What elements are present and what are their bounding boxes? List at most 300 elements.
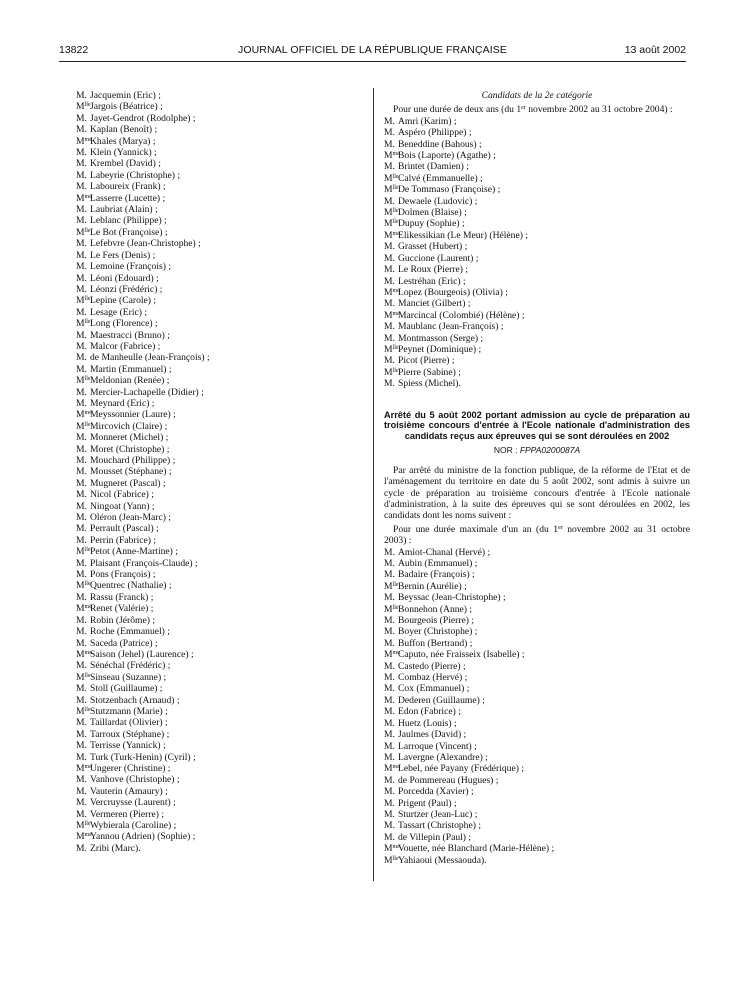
candidate-name: Laubriat (Alain) ; <box>90 204 158 216</box>
candidate-name: De Tommaso (Françoise) ; <box>398 184 501 196</box>
candidate-name: Saceda (Patrice) ; <box>90 637 158 649</box>
candidate-name: de Villepin (Paul) ; <box>398 831 472 843</box>
list-item <box>76 238 366 249</box>
civility: M. <box>76 842 87 854</box>
civility: $M^{me}$ <box>384 150 400 162</box>
civility: M. <box>76 774 87 786</box>
candidate-name: Stoll (Guillaume) ; <box>90 683 163 695</box>
candidate-name: Mircovich (Claire) ; <box>90 420 168 432</box>
civility: M. <box>76 797 87 809</box>
civility: M. <box>76 785 87 797</box>
list-item <box>384 581 690 592</box>
civility: M. <box>384 298 395 310</box>
candidate-name: Le Fers (Denis) ; <box>90 249 156 261</box>
list-item <box>76 90 366 101</box>
candidate-name: Mousset (Stéphane) ; <box>90 466 172 478</box>
civility: M. <box>384 546 395 558</box>
list-item <box>76 295 366 306</box>
list-item <box>384 718 690 729</box>
civility: M. <box>76 169 87 181</box>
civility: M. <box>76 272 87 284</box>
list-item <box>76 638 366 649</box>
civility: $M^{lle}$ <box>76 671 91 683</box>
list-item <box>76 523 366 534</box>
list-item <box>384 310 690 321</box>
list-item <box>76 763 366 774</box>
page-header <box>59 44 686 60</box>
civility: M. <box>384 706 395 718</box>
civility: M. <box>76 500 87 512</box>
list-item <box>76 695 366 706</box>
civility: M. <box>384 195 395 207</box>
candidate-name: Léoni (Edouard) ; <box>90 272 159 284</box>
candidate-name: Lefebvre (Jean-Christophe) ; <box>90 238 201 250</box>
candidate-name: Pons (François) ; <box>90 569 156 581</box>
list-item <box>76 261 366 272</box>
list-item <box>76 387 366 398</box>
candidate-name: Dupuy (Sophie) ; <box>398 218 465 230</box>
list-item <box>76 273 366 284</box>
duration-paragraph: Pour une durée de deux ans (du 1er novembre 2002 au 31 octobre 2004) : <box>393 104 673 116</box>
list-item <box>76 786 366 797</box>
civility: M. <box>76 386 87 398</box>
candidate-name: Kaplan (Benoît) ; <box>90 124 158 136</box>
candidate-name: Moret (Christophe) ; <box>90 443 170 455</box>
candidate-name: Cox (Emmanuel) ; <box>398 683 470 695</box>
candidate-name: Labeyrie (Christophe) ; <box>90 169 181 181</box>
list-item <box>76 136 366 147</box>
list-item <box>384 798 690 809</box>
candidate-name: Manciet (Gilbert) ; <box>398 298 471 310</box>
candidate-name: Robin (Jérôme) ; <box>90 614 156 626</box>
candidate-name: Beneddine (Bahous) ; <box>398 138 482 150</box>
civility: M. <box>76 363 87 375</box>
candidate-name: Martin (Emmanuel) ; <box>90 363 172 375</box>
candidate-name: Meldonian (Renée) ; <box>90 375 170 387</box>
civility: M. <box>76 283 87 295</box>
list-item <box>76 375 366 386</box>
civility: M. <box>76 591 87 603</box>
civility: M. <box>76 215 87 227</box>
civility: M. <box>76 614 87 626</box>
civility: M. <box>76 329 87 341</box>
civility: $M^{me}$ <box>76 831 92 843</box>
list-item <box>76 740 366 751</box>
civility: M. <box>76 717 87 729</box>
civility: M. <box>384 569 395 581</box>
candidate-name: Meyssonnier (Laure) ; <box>90 409 176 421</box>
list-item <box>76 820 366 831</box>
civility: M. <box>384 615 395 627</box>
candidate-name: Porcedda (Xavier) ; <box>398 786 474 798</box>
list-item <box>76 546 366 557</box>
list-item <box>384 855 690 866</box>
civility: $M^{lle}$ <box>384 184 399 196</box>
list-item <box>76 307 366 318</box>
civility: M. <box>384 808 395 820</box>
list-item <box>384 741 690 752</box>
civility: M. <box>384 378 395 390</box>
civility: $M^{lle}$ <box>384 366 399 378</box>
candidate-name: Long (Florence) ; <box>90 318 158 330</box>
category-title: Candidats de la 2e catégorie <box>481 90 593 101</box>
civility: $M^{me}$ <box>76 762 92 774</box>
list-item <box>384 649 690 660</box>
candidate-name: Calvé (Emmanuelle) ; <box>398 172 483 184</box>
civility: M. <box>76 158 87 170</box>
candidate-name: Larroque (Vincent) ; <box>398 740 477 752</box>
candidate-name: Vanhove (Christophe) ; <box>90 774 180 786</box>
civility: M. <box>384 275 395 287</box>
list-item <box>76 558 366 569</box>
civility: M. <box>76 728 87 740</box>
list-item <box>384 173 690 184</box>
civility: M. <box>76 466 87 478</box>
civility: M. <box>384 660 395 672</box>
candidate-name: de Pommereau (Hugues) ; <box>398 774 499 786</box>
list-item <box>76 489 366 500</box>
candidate-name: Lasserre (Lucette) ; <box>90 192 166 204</box>
candidate-name: Elikessikian (Le Meur) (Hélène) ; <box>398 229 528 241</box>
candidate-name: Pierre (Sabine) ; <box>398 366 461 378</box>
candidate-name: Klein (Yannick) ; <box>90 147 157 159</box>
candidate-name: Lestréhan (Eric) ; <box>398 275 466 287</box>
list-item <box>76 215 366 226</box>
candidate-name: Stutzmann (Marie) ; <box>90 705 168 717</box>
civility: M. <box>76 534 87 546</box>
civility: M. <box>384 797 395 809</box>
list-item <box>76 592 366 603</box>
candidate-name: Sturtzer (Jean-Luc) ; <box>398 808 478 820</box>
list-item <box>384 832 690 843</box>
civility: M. <box>76 181 87 193</box>
candidate-name: Plaisant (François-Claude) ; <box>90 557 198 569</box>
candidate-name: Yahiaoui (Messaouda). <box>398 854 487 866</box>
civility: M. <box>384 751 395 763</box>
civility: $M^{me}$ <box>384 229 400 241</box>
list-item <box>76 603 366 614</box>
civility: M. <box>76 443 87 455</box>
civility: M. <box>76 660 87 672</box>
candidate-name: Terrisse (Yannick) ; <box>90 740 166 752</box>
civility: M. <box>384 683 395 695</box>
candidate-name: Castedo (Pierre) ; <box>398 660 466 672</box>
column-divider <box>373 88 374 881</box>
candidate-name: Monneret (Michel) ; <box>90 432 169 444</box>
header-rule <box>59 61 686 62</box>
candidate-name: Edon (Fabrice) ; <box>398 706 461 718</box>
candidate-name: Sénéchal (Frédéric) ; <box>90 660 171 672</box>
civility: $M^{lle}$ <box>76 318 91 330</box>
list-item <box>76 250 366 261</box>
civility: $M^{lle}$ <box>76 580 91 592</box>
list-item <box>76 341 366 352</box>
candidate-name: Quentrec (Nathalie) ; <box>90 580 172 592</box>
list-item <box>384 218 690 229</box>
candidate-name: Mugneret (Pascal) ; <box>90 477 166 489</box>
candidate-list-third-concours <box>384 547 690 866</box>
list-item <box>384 276 690 287</box>
list-item <box>384 127 690 138</box>
candidate-name: Vercruysse (Laurent) ; <box>90 797 176 809</box>
candidate-name: Oléron (Jean-Marc) ; <box>90 512 171 524</box>
civility: M. <box>384 321 395 333</box>
candidate-name: Bois (Laporte) (Agathe) ; <box>398 150 496 162</box>
candidate-name: Yannou (Adrien) (Sophie) ; <box>90 831 196 843</box>
candidate-name: Lopez (Bourgeois) (Olivia) ; <box>398 286 508 298</box>
candidate-name: Grasset (Hubert) ; <box>398 241 468 253</box>
civility: $M^{me}$ <box>384 843 400 855</box>
candidate-name: Tarroux (Stéphane) ; <box>90 728 170 740</box>
left-column <box>76 90 366 854</box>
list-item <box>384 150 690 161</box>
candidate-name: Roche (Emmanuel) ; <box>90 626 170 638</box>
list-item <box>76 330 366 341</box>
list-item <box>384 558 690 569</box>
civility: $M^{me}$ <box>76 648 92 660</box>
candidate-name: Vauterin (Amaury) ; <box>90 785 168 797</box>
candidate-name: Dolmen (Blaise) ; <box>398 207 467 219</box>
candidate-name: Jaulmes (David) ; <box>398 729 467 741</box>
list-item <box>76 843 366 854</box>
candidate-name: Bourgeois (Pierre) ; <box>398 615 475 627</box>
candidate-name: Meynard (Eric) ; <box>90 397 155 409</box>
civility: M. <box>76 249 87 261</box>
civility: M. <box>76 306 87 318</box>
candidate-name: Bonnehon (Anne) ; <box>398 603 473 615</box>
journal-title: JOURNAL OFFICIEL DE LA RÉPUBLIQUE FRANÇAISE <box>238 44 507 56</box>
list-item <box>384 116 690 127</box>
list-item <box>76 113 366 124</box>
list-item <box>76 181 366 192</box>
list-item <box>76 626 366 637</box>
candidate-list-2nd-category <box>384 116 690 390</box>
list-item <box>76 535 366 546</box>
candidate-name: Maestracci (Bruno) ; <box>90 329 170 341</box>
civility: M. <box>384 717 395 729</box>
civility: M. <box>76 512 87 524</box>
candidate-name: Aubin (Emmanuel) ; <box>398 558 478 569</box>
list-item <box>384 843 690 854</box>
civility: M. <box>76 683 87 695</box>
candidate-name: Combaz (Hervé) ; <box>398 672 468 684</box>
list-item <box>384 638 690 649</box>
candidate-name: Picot (Pierre) ; <box>398 355 455 367</box>
civility: M. <box>76 238 87 250</box>
candidate-name: Ungerer (Christine) ; <box>90 762 171 774</box>
civility: M. <box>384 138 395 150</box>
civility: M. <box>384 729 395 741</box>
civility: M. <box>76 352 87 364</box>
candidate-name: Spiess (Michel). <box>398 378 461 390</box>
list-item <box>384 139 690 150</box>
civility: M. <box>384 264 395 276</box>
list-item <box>384 763 690 774</box>
list-item <box>384 775 690 786</box>
candidate-name: Bernin (Aurélie) ; <box>398 580 467 592</box>
list-item <box>76 284 366 295</box>
civility: M. <box>76 477 87 489</box>
civility: M. <box>76 523 87 535</box>
civility: M. <box>76 637 87 649</box>
list-item <box>384 592 690 603</box>
civility: M. <box>76 751 87 763</box>
candidate-name: Vermeren (Pierre) ; <box>90 808 165 820</box>
civility: M. <box>76 626 87 638</box>
candidate-name: Jayet-Gendrot (Rodolphe) ; <box>90 112 196 124</box>
candidate-name: Krembel (David) ; <box>90 158 161 170</box>
list-item <box>384 809 690 820</box>
candidate-name: Dewaele (Ludovic) ; <box>398 195 478 207</box>
arrete-body: Par arrêté du ministre de la fonction publique, de la réforme de l'Etat et de l'aménagement du territoire en date du 5 août 2002, sont admis à suivre un cycle de préparation au troisième concours d'entrée à l'Ecole nationale d'administration, à la suite des épreuves qui se sont déroulées en 2002, les candidats dont les noms suivent : <box>384 464 690 522</box>
list-item <box>384 241 690 252</box>
list-item <box>384 207 690 218</box>
list-item <box>384 672 690 683</box>
list-item <box>76 352 366 363</box>
civility: $M^{me}$ <box>76 135 92 147</box>
candidate-name: Stotzenbach (Arnaud) ; <box>90 694 180 706</box>
candidate-name: Lebel, née Payany (Frédérique) ; <box>398 763 524 775</box>
candidate-name: Amiot-Chanal (Hervé) ; <box>398 546 491 558</box>
list-item <box>384 253 690 264</box>
list-item <box>384 321 690 332</box>
civility: $M^{me}$ <box>76 192 92 204</box>
list-item <box>384 752 690 763</box>
candidate-name: Laboureix (Frank) ; <box>90 181 166 193</box>
civility: $M^{lle}$ <box>76 705 91 717</box>
candidate-name: Lemoine (François) ; <box>90 261 171 273</box>
civility: $M^{lle}$ <box>384 854 399 866</box>
candidate-name: Mercier-Lachapelle (Didier) ; <box>90 386 204 398</box>
list-item <box>384 264 690 275</box>
candidate-name: Rassu (Franck) ; <box>90 591 154 603</box>
list-item <box>76 101 366 112</box>
civility: M. <box>384 161 395 173</box>
list-item <box>384 344 690 355</box>
civility: M. <box>76 112 87 124</box>
civility: $M^{me}$ <box>384 309 400 321</box>
civility: $M^{lle}$ <box>384 172 399 184</box>
duration-paragraph-2: Pour une durée maximale d'un an (du 1er novembre 2002 au 31 octobre 2003) : <box>384 523 690 547</box>
list-item <box>76 466 366 477</box>
civility: M. <box>76 340 87 352</box>
civility: M. <box>76 397 87 409</box>
candidate-name: Beyssac (Jean-Christophe) ; <box>398 592 506 604</box>
civility: $M^{lle}$ <box>76 101 91 113</box>
publication-date: 13 août 2002 <box>624 44 686 56</box>
list-item <box>76 318 366 329</box>
civility: $M^{lle}$ <box>76 546 91 558</box>
list-item <box>76 124 366 135</box>
civility: $M^{lle}$ <box>76 226 91 238</box>
civility: $M^{lle}$ <box>76 420 91 432</box>
list-item <box>76 797 366 808</box>
list-item <box>384 683 690 694</box>
civility: M. <box>384 820 395 832</box>
list-item <box>76 580 366 591</box>
candidate-name: Jacquemin (Eric) ; <box>90 90 161 101</box>
list-item <box>384 184 690 195</box>
civility: M. <box>76 90 87 101</box>
civility: M. <box>384 694 395 706</box>
candidate-name: Khales (Marya) ; <box>90 135 156 147</box>
list-item <box>76 432 366 443</box>
list-item <box>76 193 366 204</box>
civility: M. <box>76 124 87 136</box>
candidate-name: Saison (Jehel) (Laurence) ; <box>90 648 194 660</box>
civility: $M^{me}$ <box>384 286 400 298</box>
civility: $M^{lle}$ <box>76 295 91 307</box>
civility: M. <box>76 147 87 159</box>
candidate-name: Brintet (Damien) ; <box>398 161 469 173</box>
civility: M. <box>384 637 395 649</box>
list-item <box>76 683 366 694</box>
candidate-name: Boyer (Christophe) ; <box>398 626 478 638</box>
list-item <box>384 161 690 172</box>
civility: $M^{lle}$ <box>384 207 399 219</box>
civility: M. <box>76 557 87 569</box>
list-item <box>76 615 366 626</box>
civility: M. <box>384 592 395 604</box>
candidate-name: Prigent (Paul) ; <box>398 797 457 809</box>
civility: $M^{me}$ <box>384 763 400 775</box>
civility: $M^{lle}$ <box>76 820 91 831</box>
list-item <box>76 729 366 740</box>
candidate-name: Leblanc (Philippe) ; <box>90 215 167 227</box>
civility: M. <box>76 569 87 581</box>
candidate-name: Caputo, née Fraisseix (Isabelle) ; <box>398 649 525 661</box>
list-item <box>76 444 366 455</box>
list-item <box>76 774 366 785</box>
list-item <box>384 230 690 241</box>
civility: $M^{lle}$ <box>384 603 399 615</box>
candidate-name: Huetz (Louis) ; <box>398 717 457 729</box>
civility: M. <box>384 252 395 264</box>
candidate-name: Montmasson (Serge) ; <box>398 332 484 344</box>
list-item <box>76 831 366 842</box>
list-item <box>76 364 366 375</box>
candidate-name: Nicol (Fabrice) ; <box>90 489 154 501</box>
civility: M. <box>76 808 87 820</box>
candidate-name: Ningoat (Yann) ; <box>90 500 155 512</box>
candidate-name: Marcincal (Colombié) (Hélène) ; <box>398 309 525 321</box>
civility: M. <box>384 241 395 253</box>
candidate-name: Lesage (Eric) ; <box>90 306 147 318</box>
list-item <box>76 569 366 580</box>
list-item <box>384 661 690 672</box>
civility: $M^{me}$ <box>76 603 92 615</box>
civility: M. <box>384 672 395 684</box>
candidate-name: Lavergne (Alexandre) ; <box>398 751 488 763</box>
list-item <box>76 649 366 660</box>
candidate-name: Maublanc (Jean-François) ; <box>398 321 504 333</box>
candidate-name: Zribi (Marc). <box>90 842 141 854</box>
civility: M. <box>76 694 87 706</box>
candidate-name: Badaire (François) ; <box>398 569 475 581</box>
candidate-name: Le Bot (Françoise) ; <box>90 226 168 238</box>
list-item <box>76 227 366 238</box>
civility: M. <box>384 786 395 798</box>
list-item <box>76 170 366 181</box>
list-item <box>76 421 366 432</box>
list-item <box>384 615 690 626</box>
candidate-name: Wybierala (Caroline) ; <box>90 820 177 831</box>
list-item <box>76 147 366 158</box>
civility: M. <box>384 127 395 139</box>
civility: M. <box>384 831 395 843</box>
candidate-name: Perrin (Fabrice) ; <box>90 534 157 546</box>
civility: M. <box>384 774 395 786</box>
